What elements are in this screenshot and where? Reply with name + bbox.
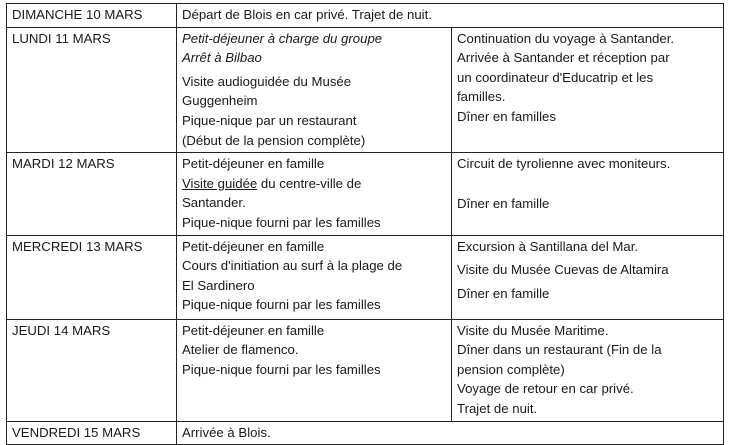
activity-line: Visite du Musée Cuevas de Altamira	[457, 262, 669, 278]
activity-line	[182, 174, 446, 194]
activity-line: Pique-nique fourni par les familles	[181, 297, 381, 313]
day-label: MERCREDI 13 MARS	[12, 238, 143, 254]
activity-line: Petit-déjeuner à charge du groupe	[181, 30, 383, 46]
day-label: LUNDI 11 MARS	[12, 30, 111, 46]
table-row	[7, 4, 724, 28]
activity-line: Circuit de tyrolienne avec moniteurs.	[457, 156, 671, 172]
activity-line: familles.	[457, 89, 506, 105]
activity-cell	[452, 27, 724, 153]
day-cell	[7, 4, 177, 28]
activity-line: Petit-déjeuner en famille	[181, 156, 325, 172]
activity-cell	[452, 319, 724, 421]
activity-line: Dîner dans un restaurant (Fin de la	[457, 342, 662, 358]
activity-line: Visite audioguidée du Musée	[181, 73, 352, 89]
day-label: JEUDI 14 MARS	[12, 322, 111, 338]
day-cell	[7, 153, 177, 235]
activity-line: Visite du Musée Maritime.	[457, 322, 609, 338]
activity-cell	[452, 235, 724, 319]
activity-line: Guggenheim	[181, 93, 258, 109]
activity-line: pension complète)	[457, 361, 565, 377]
itinerary-table	[6, 3, 724, 445]
activity-line: Arrivée à Blois.	[181, 424, 271, 440]
activity-line: Départ de Blois en car privé. Trajet de nuit.	[181, 7, 432, 22]
activity-text: du centre-ville de	[257, 175, 362, 191]
activity-line: Dîner en familles	[457, 108, 556, 124]
activity-line: Arrêt à Bilbao	[181, 50, 262, 66]
day-label: MARDI 12 MARS	[12, 156, 115, 172]
day-cell	[7, 235, 177, 319]
activity-line: El Sardinero	[181, 277, 255, 293]
activity-line: Pique-nique fourni par les familles	[181, 214, 381, 230]
activity-cell	[452, 153, 724, 235]
guided-tour-link-text: Visite guidée	[181, 175, 258, 191]
activity-line: Continuation du voyage à Santander.	[457, 30, 675, 46]
activity-cell	[176, 27, 451, 153]
day-label: VENDREDI 15 MARS	[12, 424, 141, 440]
activity-cell	[176, 153, 451, 235]
activity-cell	[176, 319, 451, 421]
day-cell	[7, 27, 177, 153]
activity-line: Pique-nique par un restaurant	[181, 112, 357, 128]
activity-line: Pique-nique fourni par les familles	[181, 361, 381, 377]
activity-line: Dîner en famille	[457, 285, 550, 301]
day-label: DIMANCHE 10 MARS	[12, 7, 143, 22]
activity-line: un coordinateur d'Educatrip et les	[457, 69, 654, 85]
activity-line: Dîner en famille	[457, 195, 550, 211]
day-cell	[7, 319, 177, 421]
activity-line: Petit-déjeuner en famille	[181, 322, 325, 338]
activity-line: (Début de la pension complète)	[181, 132, 366, 148]
activity-line: Atelier de flamenco.	[181, 342, 299, 358]
activity-cell	[176, 235, 451, 319]
activity-line: Arrivée à Santander et réception par	[457, 50, 670, 66]
activity-line: Voyage de retour en car privé.	[457, 381, 634, 397]
activity-line: Santander.	[181, 195, 246, 211]
table-row	[7, 235, 724, 319]
activity-line: Cours d'initiation au surf à la plage de	[181, 258, 403, 274]
table-row	[7, 153, 724, 235]
activity-cell	[176, 4, 723, 28]
table-row	[7, 319, 724, 421]
activity-line: Trajet de nuit.	[457, 400, 538, 416]
table-row	[7, 27, 724, 153]
activity-line: Excursion à Santillana del Mar.	[457, 238, 639, 254]
activity-line: Petit-déjeuner en famille	[181, 238, 325, 254]
